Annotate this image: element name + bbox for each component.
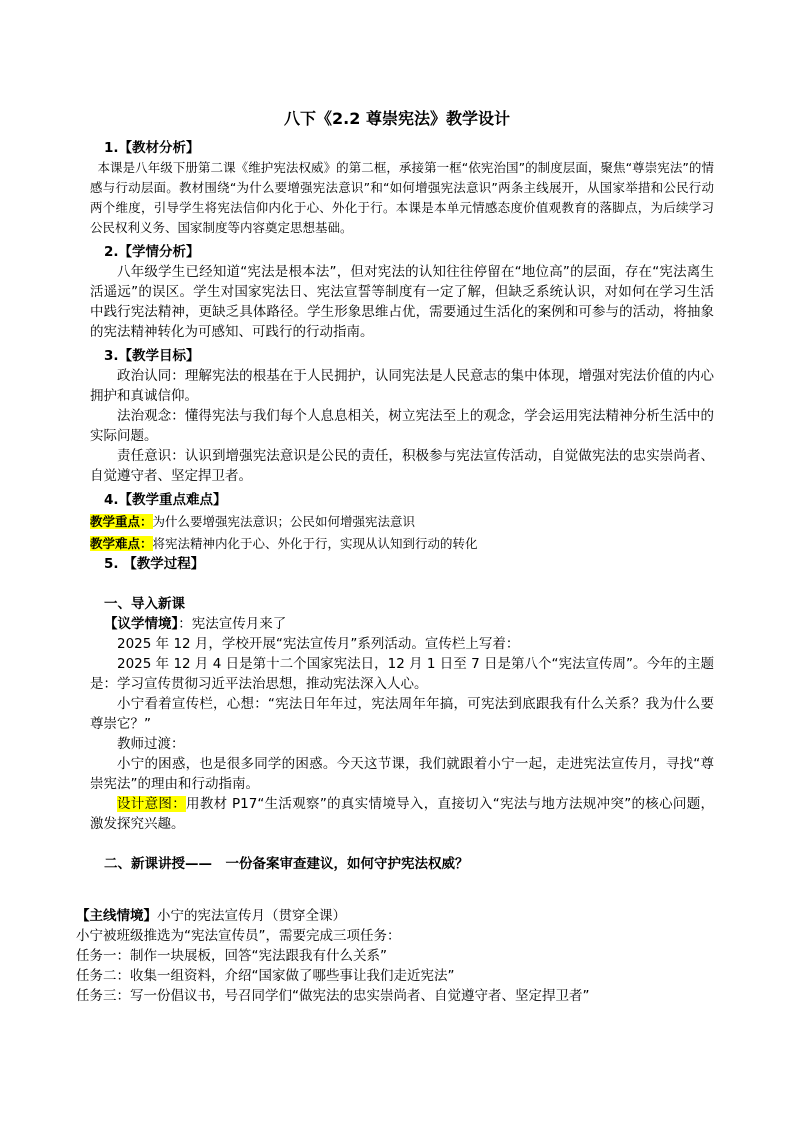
paragraph: 小宁的困惑，也是很多同学的困惑。今天这节课，我们就跟着小宁一起，走进宪法宣传月，寻找“尊崇宪法”的理由和行动指南。 xyxy=(90,756,714,792)
section-teaching-process xyxy=(90,554,714,894)
paragraph: 小宁看着宣传栏，心想：“宪法日年年过，宪法周年年搞，可宪法到底跟我有什么关系？我为什么要尊崇它？” xyxy=(90,696,714,732)
section-student-analysis xyxy=(90,242,714,342)
scene-text: ：宪法宣传月来了 xyxy=(178,616,287,632)
main-scenario xyxy=(76,906,716,1006)
section-heading: 5. 【教学过程】 xyxy=(104,556,205,572)
section-key-points xyxy=(90,490,714,554)
goal-political: 政治认同：理解宪法的根基在于人民拥护，认同宪法是人民意志的集中体现，增强对宪法价值的内心拥护和真诚信仰。 xyxy=(90,368,714,404)
main-scenario-label: 【主线情境】 xyxy=(76,908,157,924)
page-title: 八下《2.2 尊崇宪法》教学设计 xyxy=(284,109,510,128)
list-item: 任务三：写一份倡议书，号召同学们“做宪法的忠实崇尚者、自觉遵守者、坚定捍卫者” xyxy=(76,988,590,1004)
difficulty-label: 教学难点： xyxy=(90,536,153,551)
paragraph: 2025 年 12 月 4 日是第十二个国家宪法日，12 月 1 日至 7 日是第八个“宪法宣传周”。今年的主题是：学习宣传贯彻习近平法治思想，推动宪法深入人心。 xyxy=(90,656,714,692)
main-scenario-line xyxy=(76,906,716,926)
list-item: 任务一：制作一块展板，回答“宪法跟我有什么关系” xyxy=(76,948,387,964)
section-heading: 1.【教材分析】 xyxy=(104,140,200,156)
section-heading: 2.【学情分析】 xyxy=(104,244,200,260)
paragraph: 2025 年 12 月，学校开展“宪法宣传月”系列活动。宣传栏上写着： xyxy=(117,636,520,652)
key-point-text: 为什么要增强宪法意识；公民如何增强宪法意识 xyxy=(152,514,416,529)
section-textbook-analysis xyxy=(90,138,714,238)
key-point-line xyxy=(90,512,714,532)
scene-line xyxy=(90,614,714,634)
section-heading: 4.【教学重点难点】 xyxy=(104,492,227,508)
goal-rule-of-law: 法治观念：懂得宪法与我们每个人息息相关，树立宪法至上的观念，学会运用宪法精神分析生活中的实际问题。 xyxy=(90,408,714,444)
design-intent xyxy=(90,794,714,834)
list-item: 小宁被班级推选为“宪法宣传员”，需要完成三项任务： xyxy=(76,928,401,944)
section-teaching-goals xyxy=(90,346,714,486)
paragraph: 教师过渡： xyxy=(117,736,185,752)
design-intent-label: 设计意图： xyxy=(117,796,187,812)
main-scenario-text: 小宁的宪法宣传月（贯穿全课） xyxy=(157,908,346,924)
design-intent-text: 用教材 P17“生活观察”的真实情境导入，直接切入“宪法与地方法规冲突”的核心问题，激发探究兴趣。 xyxy=(90,796,715,832)
part1-title: 一、导入新课 xyxy=(104,596,185,612)
paragraph: 本课是八年级下册第二课《维护宪法权威》的第二框，承接第一框“依宪治国”的制度层面，聚焦“尊崇宪法”的情感与行动层面。教材围绕“为什么要增强宪法意识”和“如何增强宪法意识”两条主线展开，从国家举措和公民行动两个维度，引导学生将宪法信仰内化于心、外化于行。本课是本单元情感态度价值观教育的落脚点，为后续学习公民权利义务、国家制度等内容奠定思想基础。 xyxy=(90,160,714,235)
key-point-label: 教学重点： xyxy=(90,514,153,529)
scene-label: 【议学情境】 xyxy=(104,616,179,632)
goal-responsibility: 责任意识：认识到增强宪法意识是公民的责任，积极参与宪法宣传活动，自觉做宪法的忠实崇尚者、自觉遵守者、坚定捍卫者。 xyxy=(90,448,714,484)
list-item: 任务二：收集一组资料，介绍“国家做了哪些事让我们走近宪法” xyxy=(76,968,455,984)
part2-title: 二、新课讲授—— 一份备案审查建议，如何守护宪法权威？ xyxy=(104,856,469,872)
paragraph: 八年级学生已经知道“宪法是根本法”，但对宪法的认知往往停留在“地位高”的层面，存在“宪法离生活遥远”的误区。学生对国家宪法日、宪法宣誓等制度有一定了解，但缺乏系统认识，对如何在学习生活中践行宪法精神，更缺乏具体路径。学生形象思维占优，需要通过生活化的案例和可参与的活动，将抽象的宪法精神转化为可感知、可践行的行动指南。 xyxy=(90,264,714,340)
difficulty-text: 将宪法精神内化于心、外化于行，实现从认知到行动的转化 xyxy=(152,536,478,551)
section-heading: 3.【教学目标】 xyxy=(104,348,200,364)
difficulty-line xyxy=(90,534,714,554)
